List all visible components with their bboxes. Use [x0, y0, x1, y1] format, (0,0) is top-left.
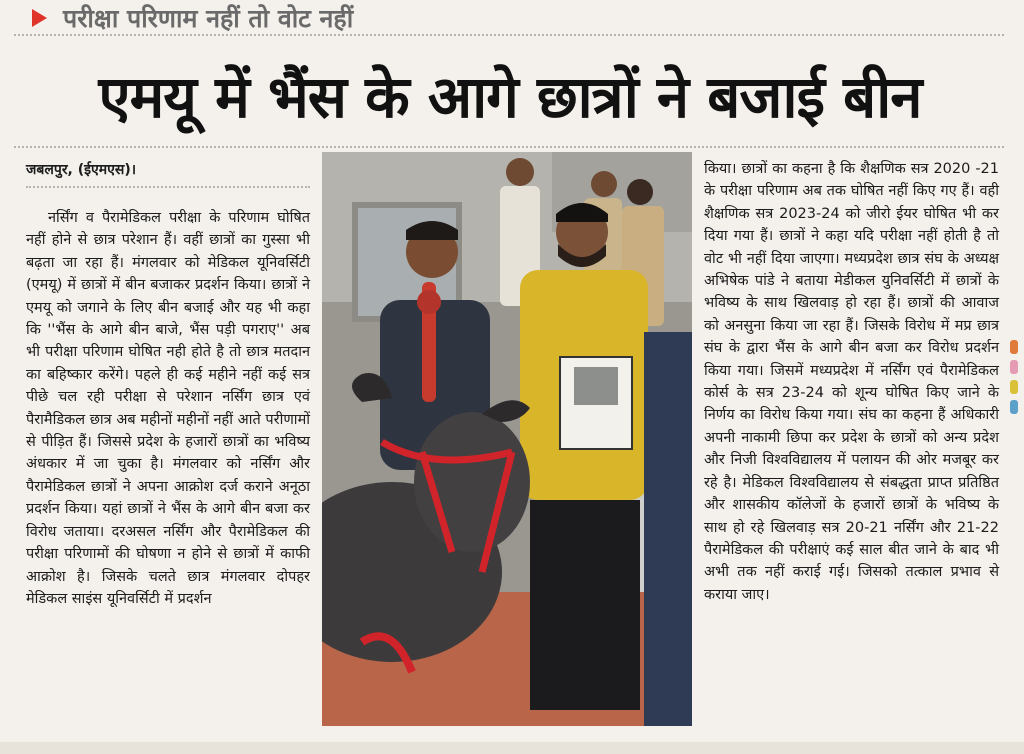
- article-text: किया। छात्रों का कहना है कि शैक्षणिक सत्र 2020 -21 के परीक्षा परिणाम अब तक घोषित नहीं किए गए हैं। वही शैक्षणिक सत्र 2023-24 को जीरो ईयर घोषित भी कर दिया गया हैं। छात्रों ने कहा यदि परीक्षा नहीं होती है तो वोट भी नहीं दिया जाएगा। मध्यप्रदेश छात्र संघ के अध्यक्ष अभिषेक पांडे ने बताया मेडीकल युनिवर्सिटी में छात्रों के भविष्य के साथ खिलवाड़ हो रहा हैं। छात्रों की आवाज को अनसुना किया जा रहा हैं। जिसके विरोध में मप्र छात्र संघ के द्वारा भैंस के आगे बीन बजा कर विरोध प्रदर्शन किया गया। जिसमें मध्यप्रदेश में नर्सिंग एवं पैरामेडिकल कोर्स के सत्र 23-24 को शून्य घोषित किए जाने के निर्णय का विरोध किया गया। संघ का कहना हैं अधिकारी अपनी नाकामी छिपा कर प्रदेश के छात्रों को अन्य प्रदेश और निजी विश्वविद्यालय में पलायन की ओर मजबूर कर रहे है। मेडिकल विश्वविद्यालय से संबद्धता प्राप्त प्रतिष्ठित और शासकीय कॉलेजों के हजारों छात्रों के भविष्य के साथ हो रहे खिलवाड़ सत्र 20-21 नर्सिंग और 21-22 पैरामेडिकल की परीक्षाएं कई साल बीत जाने के बाद भी अभी तक नहीं कराई गई। जिसको तत्काल प्रभाव से कराया जाए।: [704, 161, 999, 603]
- headline-divider: [14, 146, 1004, 148]
- margin-mark: [1010, 400, 1018, 414]
- margin-mark: [1010, 360, 1018, 374]
- triangle-bullet-icon: [32, 9, 47, 27]
- article-left-column: [26, 207, 310, 610]
- kicker-bar: [14, 2, 1004, 36]
- side-margin-marks: [1010, 340, 1020, 450]
- article-paragraph: [26, 207, 310, 610]
- dateline-divider: [26, 186, 310, 188]
- article-right-column: [704, 158, 999, 606]
- margin-mark: [1010, 380, 1018, 394]
- protest-photo-illustration: [322, 152, 692, 726]
- headline: एमयू में भैंस के आगे छात्रों ने बजाई बीन: [98, 62, 922, 131]
- margin-mark: [1010, 340, 1018, 354]
- page-bottom-strip: [0, 742, 1024, 754]
- dateline: जबलपुर, (ईएमएस)।: [26, 162, 137, 178]
- kicker-text: परीक्षा परिणाम नहीं तो वोट नहीं: [63, 4, 354, 33]
- article-text: नर्सिंग व पैरामेडिकल परीक्षा के परिणाम घोषित नहीं होने से छात्र परेशान हैं। वहीं छात्रों का गुस्सा भी बढ़ता जा रहा हैं। मंगलवार को मेडिकल यूनिवर्सिटी (एमयू) में छात्रों में बीन बजाकर प्रदर्शन किया। छात्रों ने एमयू को जगाने के लिए बीन बजाई और यह भी कहा कि ''भैंस के आगे बीन बाजे, भैंस पड़ी पगराए'' अब भी परीक्षा परिणाम घोषित नही होते है तो छात्र मतदान का बहिष्कार करेंगे। पहले ही कई महीने नहीं कई सत्र पीछे चल रही परीक्षा से परेशान नर्सिंग छात्र एवं पैरामैडिकल छात्र अब महीनों महीनों नहीं आते परीणामों से पीड़ित हैं। जिससे प्रदेश के हजारों छात्रों का भविष्य अंधकार में जा चुका है। मंगलवार को नर्सिंग और पैरामेडिकल छात्रों ने अपना आक्रोश दर्ज कराने अनूठा प्रदर्शन किया। यहां छात्रों ने भैंस के आगे बीन बजा कर विरोध जताया। दरअसल नर्सिंग और पैरामेडिकल की परीक्षा परिणामों की घोषणा न होने से छात्रों में काफी आक्रोश है। जिसके चलते छात्र मंगलवार दोपहर मेडिकल साइंस यूनिवर्सिटी में प्रदर्शन: [26, 210, 310, 607]
- news-photo: [322, 152, 692, 726]
- article-paragraph: [704, 158, 999, 606]
